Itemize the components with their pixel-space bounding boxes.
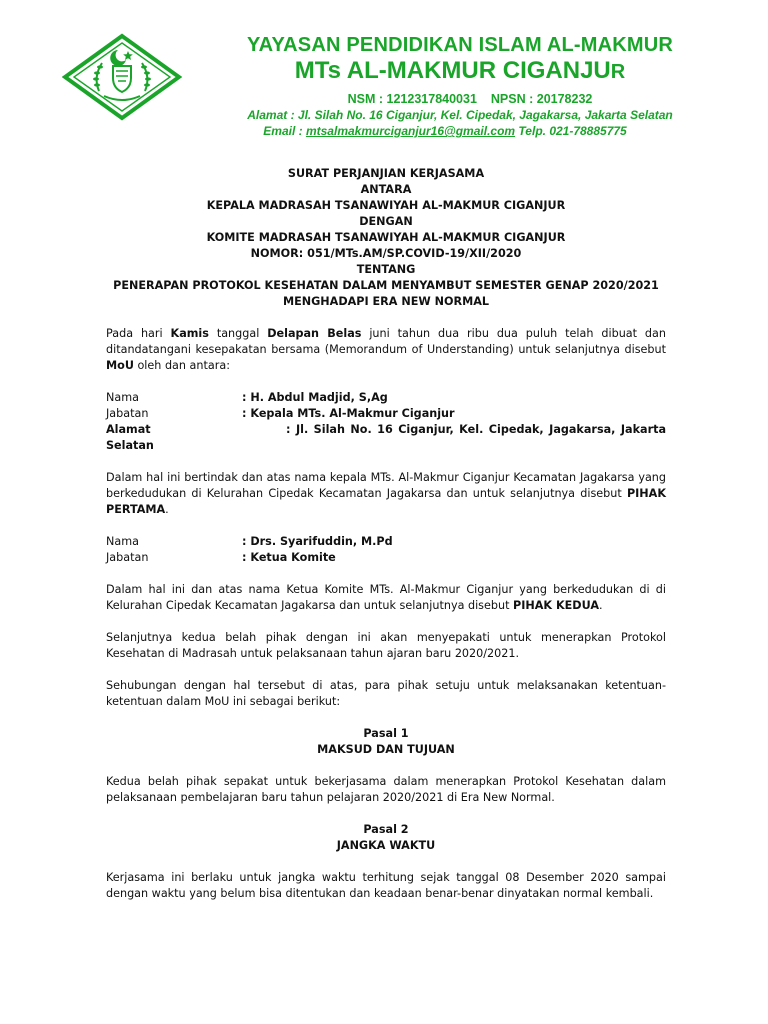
foundation-name: YAYASAN PENDIDIKAN ISLAM AL-MAKMUR xyxy=(246,34,674,56)
letterhead xyxy=(205,34,715,139)
provisions-intro-paragraph: Sehubungan dengan hal tersebut di atas, para pihak setuju untuk melaksanakan ketentuan-ketentuan dalam MoU ini sebagai berikut: xyxy=(106,679,666,708)
title-line-6: NOMOR: 051/MTs.AM/SP.COVID-19/XII/2020 xyxy=(250,247,522,260)
party1-job-row xyxy=(106,406,666,422)
party2-job-value: : Ketua Komite xyxy=(242,551,336,564)
party2-job-label: Jabatan xyxy=(106,551,149,564)
crescent-star-emblem-icon xyxy=(62,33,182,121)
party2-paragraph: Dalam hal ini dan atas nama Ketua Komite MTs. Al-Makmur Ciganjur yang berkedudukan di di Kelurahan Cipedak Kecamatan Jagakarsa dan untuk selanjutnya disebut PIHAK KEDUA. xyxy=(106,583,666,612)
party2-name-label: Nama xyxy=(106,535,139,548)
school-name xyxy=(205,57,715,86)
party2-job-row xyxy=(106,550,666,566)
date-text: Delapan Belas xyxy=(267,327,362,340)
party1-address-label: Alamat xyxy=(106,423,151,436)
nsm-number: NSM : 1212317840031 xyxy=(347,92,477,106)
pasal1-number: Pasal 1 xyxy=(363,727,409,740)
intro-paragraph: Pada hari Kamis tanggal Delapan Belas juni tahun dua ribu dua puluh telah dibuat dan ditandatangani kesepakatan bersama (Memorandum of Understanding) untuk selanjutnya disebut MoU oleh dan antara: xyxy=(106,327,666,372)
phone-number: Telp. 021-78885775 xyxy=(518,124,627,138)
school-name-tail: R xyxy=(610,61,626,83)
party2-name-row xyxy=(106,534,666,550)
party1-name-row xyxy=(106,390,666,406)
title-line-1: SURAT PERJANJIAN KERJASAMA xyxy=(287,167,485,180)
email-label: Email : xyxy=(263,124,303,138)
title-line-9: MENGHADAPI ERA NEW NORMAL xyxy=(282,295,489,308)
party1-name-value: : H. Abdul Madjid, S,Ag xyxy=(242,391,388,404)
npsn-number: NPSN : 20178232 xyxy=(490,92,593,106)
party1-job-label: Jabatan xyxy=(106,407,149,420)
party2-name-value: : Drs. Syarifuddin, M.Pd xyxy=(242,535,393,548)
contact-line xyxy=(205,123,715,139)
title-line-5: KOMITE MADRASAH TSANAWIYAH AL-MAKMUR CIGANJUR xyxy=(206,231,566,244)
party1-address-row xyxy=(106,422,666,438)
party1-address-continued: Selatan xyxy=(106,439,154,452)
email-link[interactable]: mtsalmakmurciganjur16@gmail.com xyxy=(305,124,516,138)
agreement-body xyxy=(106,166,666,902)
pasal1-heading: MAKSUD DAN TUJUAN xyxy=(317,743,455,756)
title-line-3: KEPALA MADRASAH TSANAWIYAH AL-MAKMUR CIGANJUR xyxy=(206,199,566,212)
title-line-2: ANTARA xyxy=(360,183,412,196)
pasal1-text: Kedua belah pihak sepakat untuk bekerjasama dalam menerapkan Protokol Kesehatan dalam pelaksanaan pembelajaran baru tahun pelajaran 2020/2021 di Era New Normal. xyxy=(106,775,666,804)
registration-numbers xyxy=(205,91,715,107)
title-line-7: TENTANG xyxy=(356,263,416,276)
pihak-pertama: PIHAK PERTAMA xyxy=(106,487,666,516)
party1-name-label: Nama xyxy=(106,391,139,404)
party1-job-value: : Kepala MTs. Al-Makmur Ciganjur xyxy=(242,407,455,420)
party1-address-value: : Jl. Silah No. 16 Ciganjur, Kel. Cipedak, Jagakarsa, Jakarta xyxy=(286,423,666,436)
title-line-8: PENERAPAN PROTOKOL KESEHATAN DALAM MENYAMBUT SEMESTER GENAP 2020/2021 xyxy=(113,279,659,292)
agreement-paragraph: Selanjutnya kedua belah pihak dengan ini akan menyepakati untuk menerapkan Protokol Kesehatan di Madrasah untuk pelaksanaan tahun ajaran baru 2020/2021. xyxy=(106,631,666,660)
agreement-title xyxy=(106,166,666,310)
party1-paragraph: Dalam hal ini bertindak dan atas nama kepala MTs. Al-Makmur Ciganjur Kecamatan Jagakarsa yang berkedudukan di Kelurahan Cipedak Kecamatan Jagakarsa dan untuk selanjutnya disebut PIHAK PERTAMA. xyxy=(106,471,666,516)
pasal2-number: Pasal 2 xyxy=(363,823,409,836)
school-name-main: MTs AL-MAKMUR CIGANJU xyxy=(294,57,611,84)
pasal2-text: Kerjasama ini berlaku untuk jangka waktu terhitung sejak tanggal 08 Desember 2020 sampai dengan waktu yang belum bisa ditentukan dan keadaan benar-benar dinyatakan normal kembali. xyxy=(106,871,666,900)
title-line-4: DENGAN xyxy=(359,215,413,228)
school-address: Alamat : Jl. Silah No. 16 Ciganjur, Kel. Cipedak, Jagakarsa, Jakarta Selatan xyxy=(247,108,673,122)
day-name: Kamis xyxy=(170,327,209,340)
mou-abbrev: MoU xyxy=(106,359,134,372)
pihak-kedua: PIHAK KEDUA xyxy=(513,599,599,612)
pasal2-heading: JANGKA WAKTU xyxy=(336,839,436,852)
